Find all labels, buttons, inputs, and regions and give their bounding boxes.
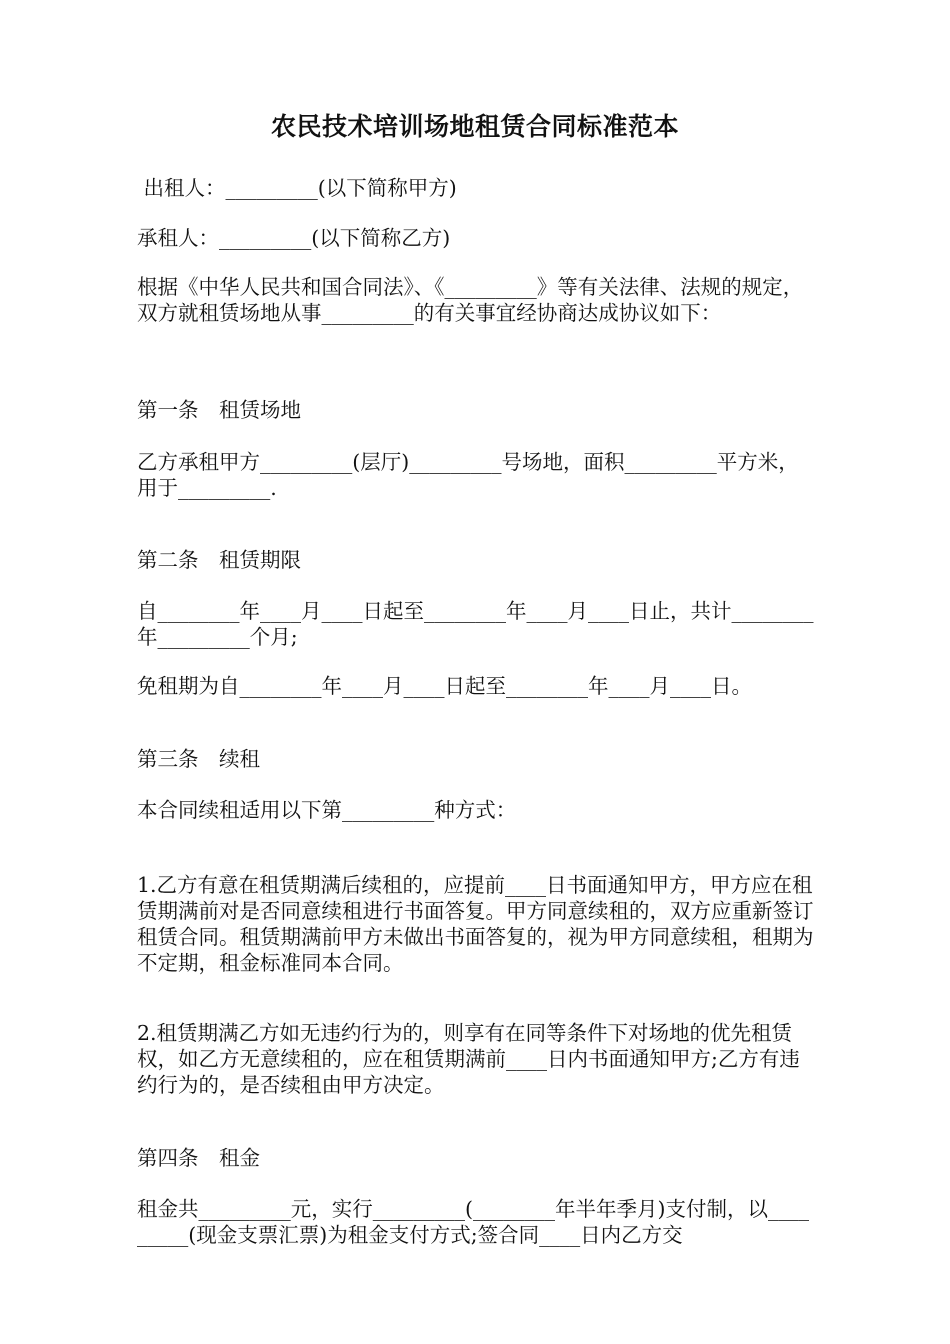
article-2-heading: 第二条 租赁期限 bbox=[137, 548, 301, 572]
article-3-heading: 第三条 续租 bbox=[137, 747, 260, 771]
article-3-intro: 本合同续租适用以下第_________种方式： bbox=[137, 798, 517, 822]
lessee-line: 承租人：_________(以下简称乙方) bbox=[137, 226, 451, 250]
document-title: 农民技术培训场地租赁合同标准范本 bbox=[270, 112, 679, 141]
article-2-term: 自________年____月____日起至________年____月____日止，共计________年_________个月; bbox=[137, 599, 814, 649]
preamble-paragraph: 根据《中华人民共和国合同法》、《_________》等有关法律、法规的规定，双方就租赁场地从事_________的有关事宜经协商达成协议如下： bbox=[137, 275, 804, 325]
lessor-line: 出租人：_________(以下简称甲方) bbox=[137, 176, 457, 200]
article-3-option-1: 1.乙方有意在租赁期满后续租的，应提前____日书面通知甲方，甲方应在租赁期满前对是否同意续租进行书面答复。甲方同意续租的，双方应重新签订租赁合同。租赁期满前甲方未做出书面答复的，视为甲方同意续租，租期为不定期，租金标准同本合同。 bbox=[137, 873, 814, 975]
article-4-heading: 第四条 租金 bbox=[137, 1146, 260, 1170]
article-1-body: 乙方承租甲方_________(层厅)_________号场地，面积_________平方米，用于_________. bbox=[137, 450, 799, 500]
article-3-option-2: 2.租赁期满乙方如无违约行为的，则享有在同等条件下对场地的优先租赁权，如乙方无意续租的，应在租赁期满前____日内书面通知甲方;乙方有违约行为的，是否续租由甲方决定。 bbox=[137, 1021, 800, 1097]
article-2-rent-free: 免租期为自________年____月____日起至________年____月____日。 bbox=[137, 674, 752, 698]
article-1-heading: 第一条 租赁场地 bbox=[137, 398, 301, 422]
article-4-body: 租金共_________元，实行_________(________年半年季月)支付制，以_________(现金支票汇票)为租金支付方式;签合同____日内乙方交 bbox=[137, 1197, 809, 1247]
